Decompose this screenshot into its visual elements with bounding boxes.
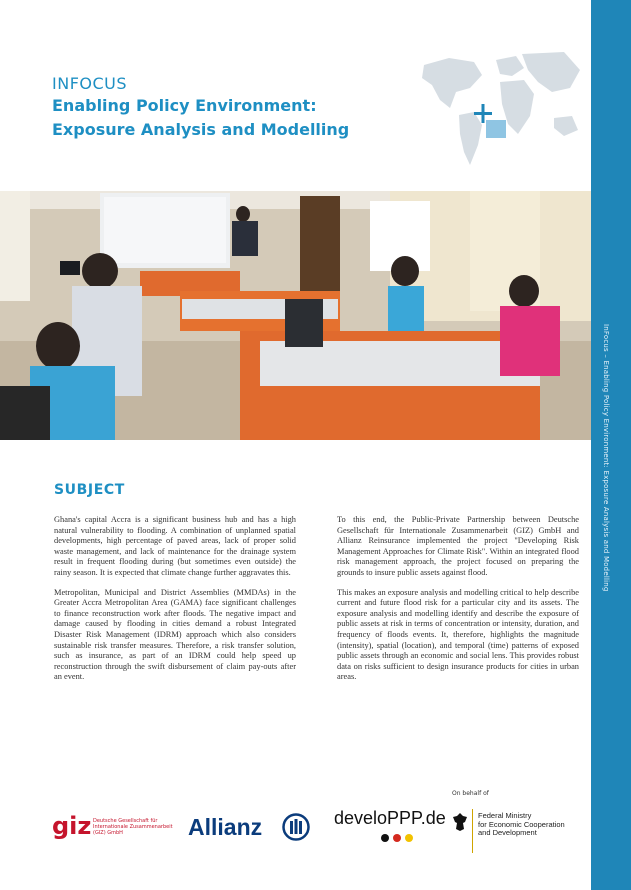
allianz-eagle-icon bbox=[282, 813, 310, 841]
federal-eagle-icon bbox=[452, 812, 468, 832]
developpp-dots bbox=[380, 833, 420, 843]
bmz-logo-text bbox=[478, 812, 565, 838]
body-column-right bbox=[337, 515, 579, 692]
running-title: InFocus – Enabling Policy Environment: Exposure Analysis and Modelling bbox=[602, 324, 610, 592]
title-line-1: Enabling Policy Environment: bbox=[52, 96, 317, 115]
paragraph: Metropolitan, Municipal and District Assemblies (MMDAs) in the Greater Accra Metropolitan Area (GAMA) face significant challenges to finance reconstruction work after floods. The negative impact and damage caused by flooding in cities demand a robust Integrated Disaster Risk Management (IDRM) approach which also considers sustainable risk transfer measures. Therefore, a risk transfer solution, such as insurance, as part of an IDRM could help speed up reconstruction through the swift disbursement of claim pay-outs after an event. bbox=[54, 587, 296, 682]
bmz-line: and Development bbox=[478, 828, 537, 837]
page-header bbox=[52, 74, 349, 142]
workshop-photo bbox=[0, 191, 591, 440]
bmz-line: for Economic Cooperation bbox=[478, 819, 565, 829]
giz-name: Deutsche Gesellschaft für Internationale Zusammenarbeit (GIZ) GmbH bbox=[93, 818, 173, 836]
section-title: SUBJECT bbox=[54, 482, 125, 498]
page-title bbox=[52, 94, 349, 142]
allianz-logo: Allianz bbox=[188, 814, 263, 840]
paragraph: This makes an exposure analysis and modelling critical to help describe current and future flood risk for a particular city and its assets. The exposure analysis and modelling identify and describe the exposure of public assets at risk in terms of concentration or intensity, duration, and frequency of floods events. It, therefore, highlights the magnitude (intensity), spatial (location), and temporal (time) patterns of exposed public assets through an economic and social lens. This provides robust data on risks sufficient to design insurance products for cities in urban areas. bbox=[337, 587, 579, 682]
developpp-logo: develoPPP.de bbox=[334, 808, 446, 828]
giz-logo: giz bbox=[52, 812, 92, 840]
paragraph: To this end, the Public-Private Partnership between Deutsche Gesellschaft für Internationale Zusammenarbeit (GIZ) GmbH and Allianz Reinsurance implemented the project "Developing Risk Management Approaches for Climate Risk". Within an integrated flood risk management approach, the project focused on preparing the grounds to insure public assets against flood. bbox=[337, 515, 579, 577]
world-map-icon bbox=[404, 30, 584, 180]
bmz-divider bbox=[472, 809, 473, 853]
side-color-bar bbox=[591, 0, 631, 890]
bmz-line: Federal Ministry bbox=[478, 811, 532, 820]
kicker: INFOCUS bbox=[52, 74, 128, 93]
on-behalf-label: On behalf of bbox=[452, 790, 489, 797]
paragraph: Ghana's capital Accra is a significant business hub and has a high natural vulnerability to flooding. A combination of unplanned spatial developments, high percentage of paved areas, lack of proper solid waste management, and lack of maintenance for the drainage system result in frequent flooding during (but sometimes even outside) the rainy season. It is expected that climate change further aggravates this. bbox=[54, 515, 296, 577]
body-column-left bbox=[54, 515, 296, 692]
title-line-2: Exposure Analysis and Modelling bbox=[52, 120, 350, 139]
